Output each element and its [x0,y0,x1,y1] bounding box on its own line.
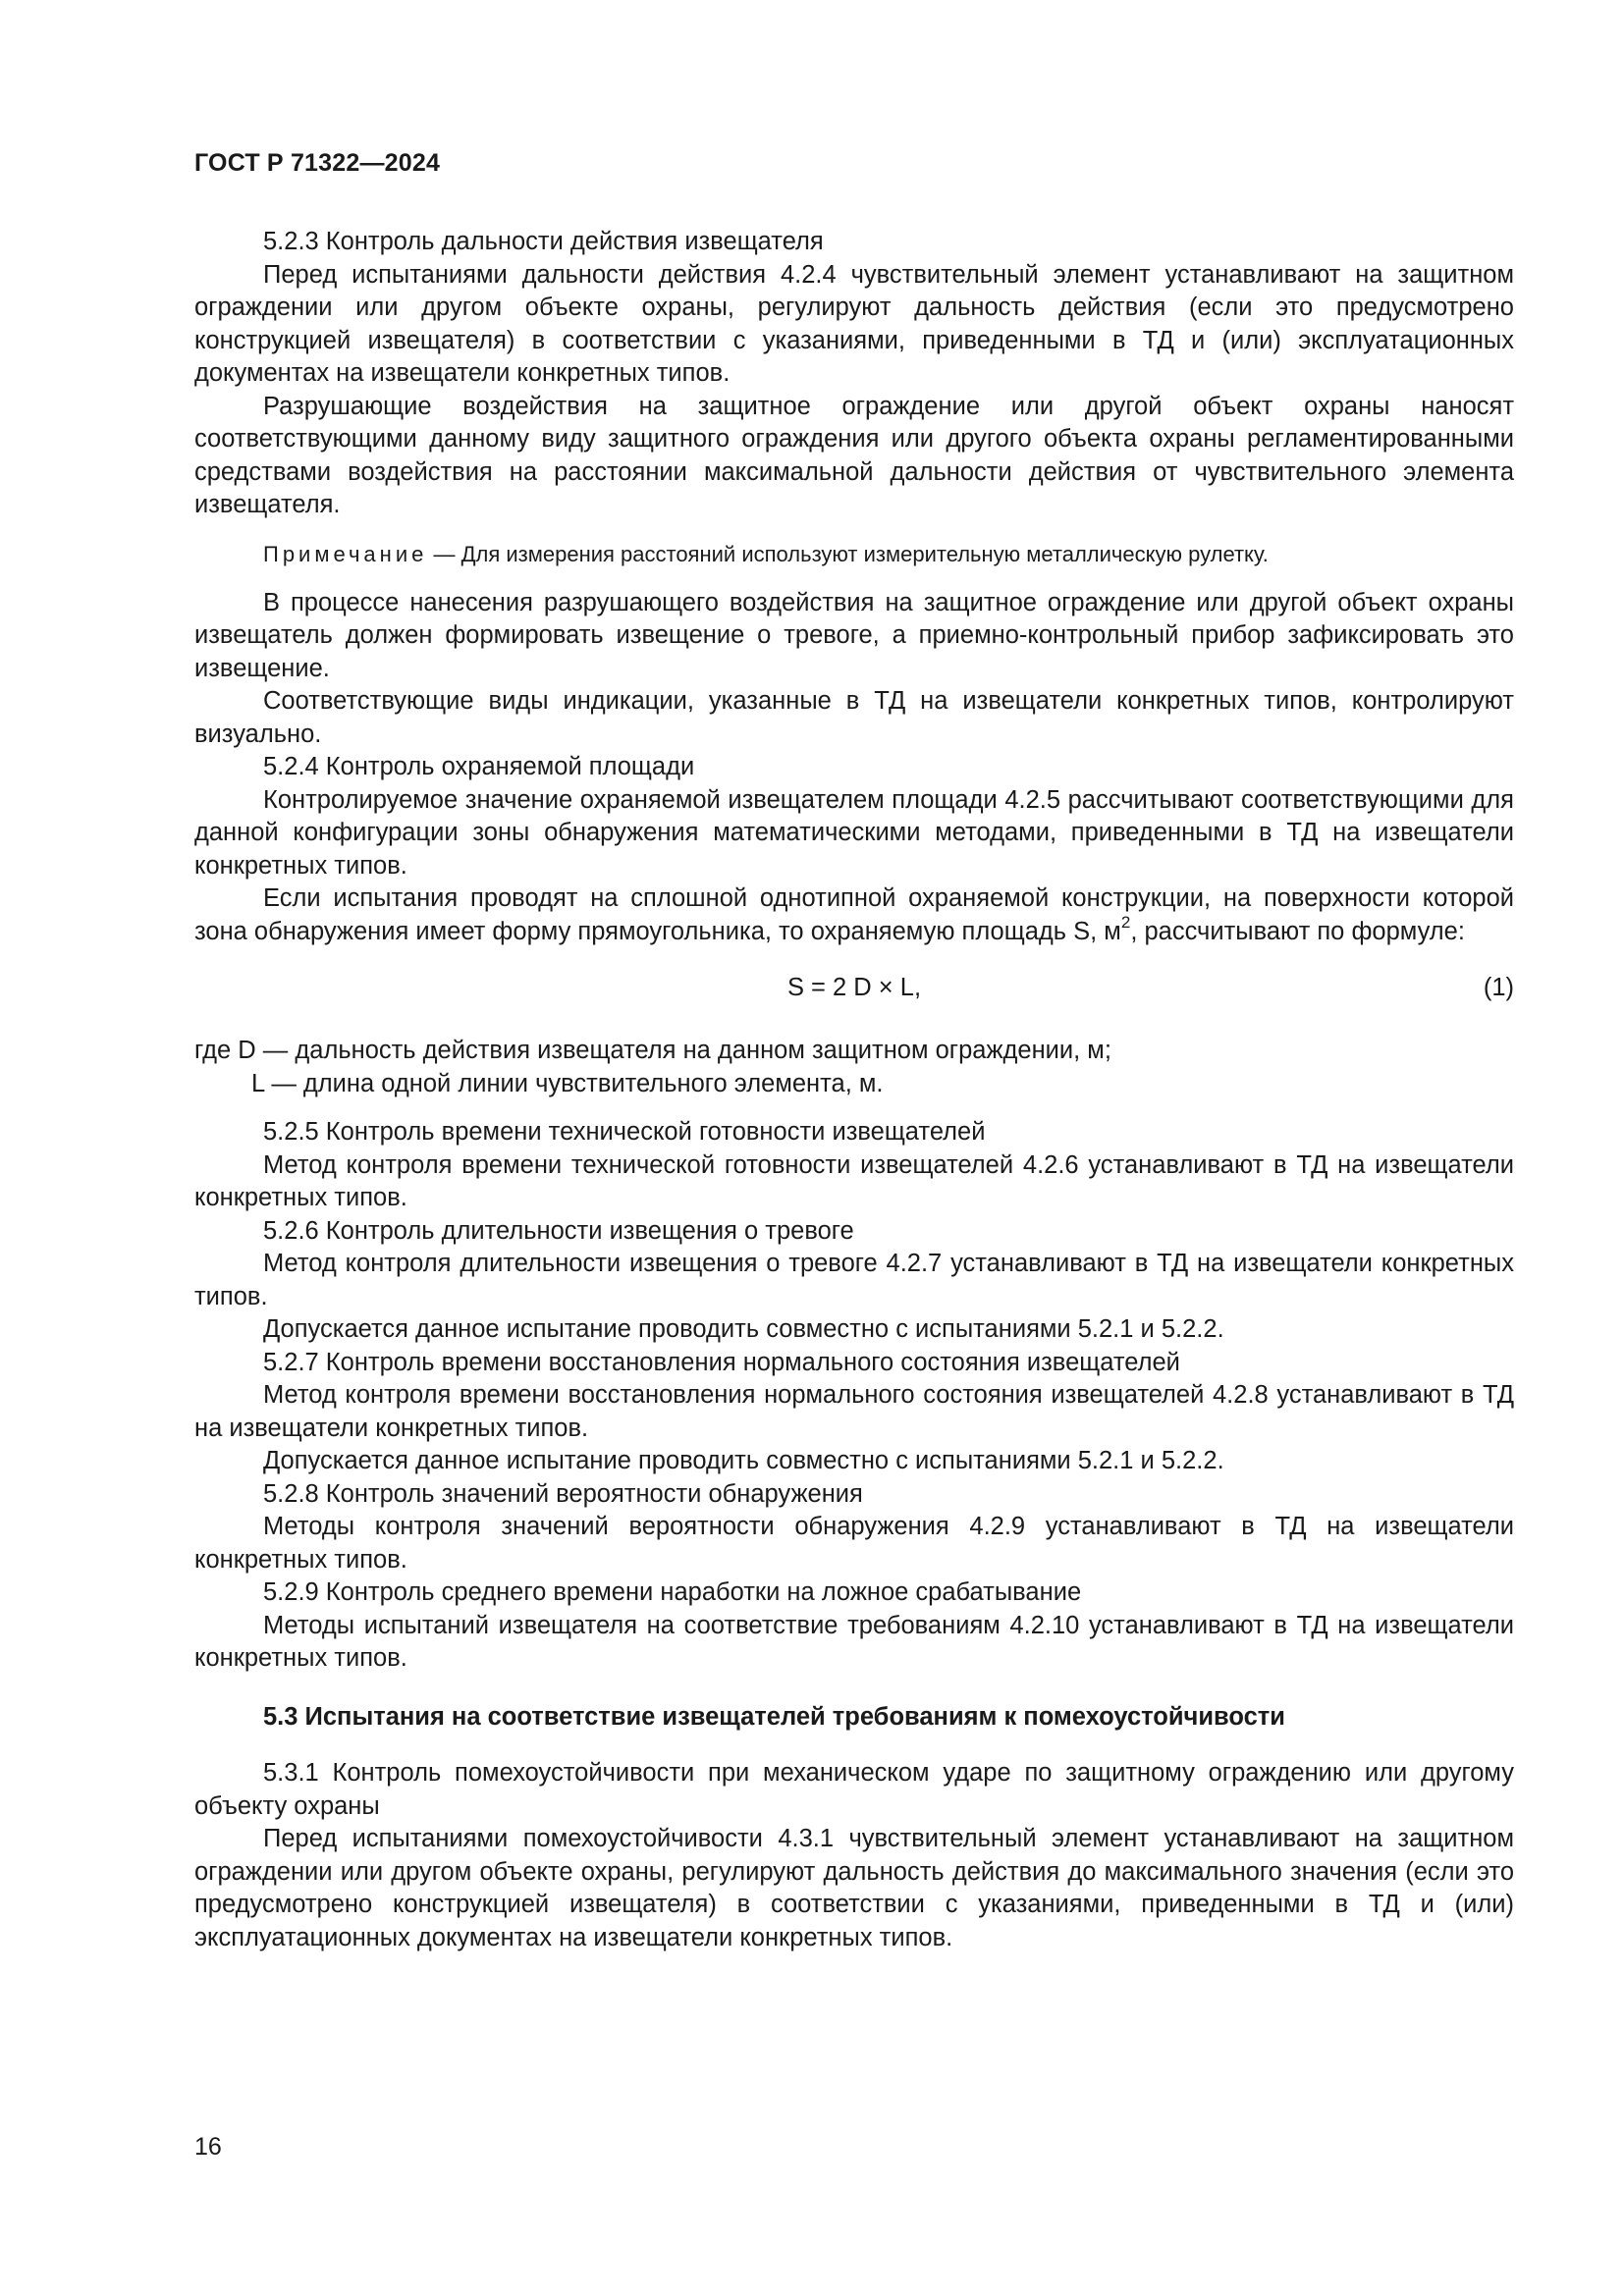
subsection-title: 5.2.3 Контроль дальности действия извещателя [263,228,824,255]
paragraph: Допускается данное испытание проводить совместно с испытаниями 5.2.1 и 5.2.2. [263,1315,1224,1343]
area-paragraph [194,882,1514,948]
formula-row [194,972,1514,1005]
note-label: Примечание [263,541,428,566]
note-text: Для измерения расстояний используют измерительную металлическую рулетку. [460,541,1269,566]
paragraph: Соответствующие виды индикации, указанные в ТД на извещатели конкретных типов, контролируют визуально. [194,687,1514,748]
subsection-title: 5.2.5 Контроль времени технической готовности извещателей [263,1118,986,1146]
paragraph: Контролируемое значение охраняемой извещателем площади 4.2.5 рассчитывают соответствующими для данной конфигурации зоны обнаружения математическими методами, приведенными в ТД на извещатели конкретных типов. [194,785,1514,880]
legend-line: где D — дальность действия извещателя на данном защитном ограждении, м; [194,1037,1111,1064]
document-body [194,226,1514,1954]
formula-legend [194,1035,1514,1100]
subsection-title: 5.2.8 Контроль значений вероятности обнаружения [263,1479,863,1508]
paragraph: В процессе нанесения разрушающего воздействия на защитное ограждение или другой объект охраны извещатель должен формировать извещение о тревоге, а приемно-контрольный прибор зафиксировать это извещение. [194,588,1514,682]
paragraph: Метод контроля длительности извещения о тревоге 4.2.7 устанавливают в ТД на извещатели конкретных типов. [194,1250,1514,1310]
section-heading: 5.3 Испытания на соответствие извещателей требованиям к помехоустойчивости [263,1702,1285,1731]
subsection-title: 5.2.4 Контроль охраняемой площади [263,753,695,780]
paragraph: Методы испытаний извещателя на соответствие требованиям 4.2.10 устанавливают в ТД на извещатели конкретных типов. [194,1611,1514,1672]
note-dash: — [433,541,456,566]
subsection-title: 5.2.7 Контроль времени восстановления нормального состояния извещателей [263,1348,1180,1376]
paragraph: Допускается данное испытание проводить совместно с испытаниями 5.2.1 и 5.2.2. [263,1447,1224,1474]
paragraph: Перед испытаниями дальности действия 4.2.4 чувствительный элемент устанавливают на защитном ограждении или другом объекте охраны, регулируют дальность действия (если это предусмотрено конструкцией извещателя) в соответствии с указаниями, приведенными в ТД и (или) эксплуатационных документах на извещатели конкретных типов. [194,260,1514,387]
formula-number: (1) [1483,974,1514,1001]
page-number: 16 [194,2133,222,2161]
subsection-title: 5.3.1 Контроль помехоустойчивости при механическом ударе по защитному ограждению или другому объекту охраны [194,1759,1514,1820]
note [263,540,1514,569]
paragraph: Метод контроля времени восстановления нормального состояния извещателей 4.2.8 устанавливают в ТД на извещатели конкретных типов. [194,1381,1514,1442]
subsection-title: 5.2.6 Контроль длительности извещения о тревоге [263,1216,854,1245]
subsection-title: 5.2.9 Контроль среднего времени наработки на ложное срабатывание [263,1578,1082,1606]
formula: S = 2 D × L, [786,974,922,1001]
paragraph: Методы контроля значений вероятности обнаружения 4.2.9 устанавливают в ТД на извещатели конкретных типов. [194,1513,1514,1574]
paragraph: Перед испытаниями помехоустойчивости 4.3.1 чувствительный элемент устанавливают на защитном ограждении или другом объекте охраны, регулируют дальность действия до максимального значения (если это предусмотрено конструкцией извещателя) в соответствии с указаниями, приведенными в ТД и (или) эксплуатационных документах на извещатели конкретных типов. [194,1825,1514,1951]
area-paragraph-text: Если испытания проводят на сплошной однотипной охраняемой конструкции, на поверхности которой зона обнаружения имеет форму прямоугольника, то охраняемую площадь S, м [194,884,1514,945]
legend-line: L — длина одной линии чувствительного элемента, м. [251,1069,884,1097]
paragraph: Метод контроля времени технической готовности извещателей 4.2.6 устанавливают в ТД на извещатели конкретных типов. [194,1150,1514,1211]
superscript: 2 [1120,913,1131,932]
area-paragraph-text-end: , рассчитывают по формуле: [1130,917,1465,945]
document-code-header: ГОСТ Р 71322—2024 [194,149,441,177]
paragraph: Разрушающие воздействия на защитное ограждение или другой объект охраны наносят соответствующими данному виду защитного ограждения или другого объекта охраны регламентированными средствами воздействия на расстоянии максимальной дальности действия от чувствительного элемента извещателя. [194,392,1514,518]
